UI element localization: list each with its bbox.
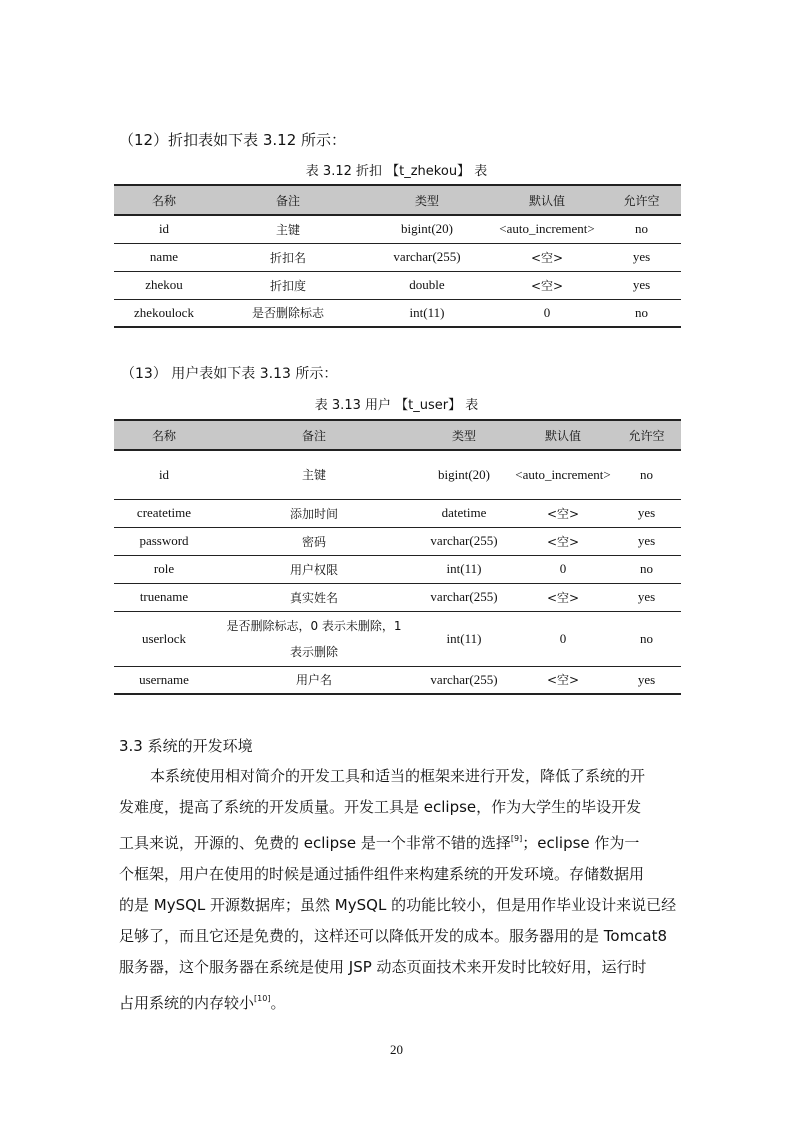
- paragraph-text: ；eclipse 作为一: [522, 834, 640, 852]
- table-3-12-caption: 表 3.12 折扣 【t_zhekou】 表: [305, 164, 488, 179]
- section-3-3-heading: 3.3 系统的开发环境: [119, 737, 253, 755]
- cell-remark: 是否删除标志: [214, 299, 362, 327]
- cell-remark: 折扣度: [214, 271, 362, 299]
- cell-name: username: [114, 666, 214, 694]
- table-row: [114, 611, 681, 666]
- cell-default: <空>: [514, 527, 612, 555]
- header-remark: 备注: [214, 420, 414, 450]
- paragraph-line: 服务器，这个服务器在系统是使用 JSP 动态页面技术来开发时比较好用，运行时: [119, 958, 647, 976]
- header-name: 名称: [114, 185, 214, 215]
- cell-remark: 用户权限: [214, 555, 414, 583]
- table-row: [114, 555, 681, 583]
- cell-name: truename: [114, 583, 214, 611]
- cell-name: id: [114, 215, 214, 243]
- cell-remark: 真实姓名: [214, 583, 414, 611]
- cell-type: bigint(20): [362, 215, 492, 243]
- cell-nullable: yes: [612, 527, 681, 555]
- cell-default: 0: [514, 555, 612, 583]
- cell-type: bigint(20): [414, 450, 514, 499]
- cell-default: <空>: [514, 666, 612, 694]
- page-number: 20: [390, 1042, 403, 1057]
- cell-remark: 添加时间: [214, 499, 414, 527]
- cell-default: <auto_increment>: [492, 215, 602, 243]
- cell-remark: 密码: [214, 527, 414, 555]
- cell-name: zhekoulock: [114, 299, 214, 327]
- citation-ref-9: [9]: [510, 834, 523, 843]
- cell-type: int(11): [414, 555, 514, 583]
- cell-name: role: [114, 555, 214, 583]
- cell-nullable: yes: [602, 271, 681, 299]
- paragraph-line: 的是 MySQL 开源数据库；虽然 MySQL 的功能比较小，但是用作毕业设计来说已经: [119, 896, 677, 914]
- paragraph-text: 。: [270, 994, 286, 1012]
- cell-default: 0: [514, 611, 612, 666]
- header-type: 类型: [414, 420, 514, 450]
- cell-nullable: no: [612, 555, 681, 583]
- cell-nullable: yes: [612, 583, 681, 611]
- cell-default: <空>: [514, 499, 612, 527]
- cell-type: double: [362, 271, 492, 299]
- cell-remark: 用户名: [214, 666, 414, 694]
- header-default: 默认值: [492, 185, 602, 215]
- cell-nullable: yes: [602, 243, 681, 271]
- paragraph-line: [119, 823, 675, 859]
- cell-type: varchar(255): [362, 243, 492, 271]
- body-paragraph: [119, 761, 675, 1019]
- cell-default: <空>: [492, 271, 602, 299]
- cell-remark: 是否删除标志，0 表示未删除，1 表示删除: [214, 611, 414, 666]
- paragraph-text: 占用系统的内存较小: [119, 994, 255, 1012]
- cell-default: 0: [492, 299, 602, 327]
- table-header-row: [114, 185, 681, 215]
- cell-default: <空>: [514, 583, 612, 611]
- table-3-13-caption: 表 3.13 用户 【t_user】 表: [314, 398, 479, 413]
- header-remark: 备注: [214, 185, 362, 215]
- cell-remark: 折扣名: [214, 243, 362, 271]
- cell-nullable: no: [602, 215, 681, 243]
- cell-name: createtime: [114, 499, 214, 527]
- citation-ref-10: [10]: [254, 994, 271, 1003]
- header-type: 类型: [362, 185, 492, 215]
- cell-type: int(11): [414, 611, 514, 666]
- table-header-row: [114, 420, 681, 450]
- section-12-heading: （12）折扣表如下表 3.12 所示：: [119, 131, 347, 149]
- table-row: [114, 666, 681, 694]
- table-row: [114, 243, 681, 271]
- table-3-13: [114, 419, 681, 695]
- cell-name: userlock: [114, 611, 214, 666]
- paragraph-line: [119, 983, 675, 1019]
- cell-type: varchar(255): [414, 527, 514, 555]
- header-name: 名称: [114, 420, 214, 450]
- cell-name: name: [114, 243, 214, 271]
- cell-default: <auto_increment>: [514, 450, 612, 499]
- cell-name: zhekou: [114, 271, 214, 299]
- header-nullable: 允许空: [602, 185, 681, 215]
- table-row: [114, 271, 681, 299]
- cell-type: int(11): [362, 299, 492, 327]
- cell-nullable: yes: [612, 499, 681, 527]
- table-row: [114, 583, 681, 611]
- cell-nullable: no: [612, 450, 681, 499]
- cell-nullable: no: [612, 611, 681, 666]
- paragraph-line: 发难度，提高了系统的开发质量。开发工具是 eclipse，作为大学生的毕设开发: [119, 798, 642, 816]
- cell-nullable: no: [602, 299, 681, 327]
- table-row: [114, 499, 681, 527]
- cell-name: id: [114, 450, 214, 499]
- cell-remark: 主键: [214, 215, 362, 243]
- paragraph-line: 本系统使用相对简介的开发工具和适当的框架来进行开发，降低了系统的开: [150, 767, 646, 785]
- cell-default: <空>: [492, 243, 602, 271]
- cell-type: varchar(255): [414, 666, 514, 694]
- table-row: [114, 299, 681, 327]
- paragraph-line: 足够了，而且它还是免费的，这样还可以降低开发的成本。服务器用的是 Tomcat8: [119, 927, 668, 945]
- table-row: [114, 527, 681, 555]
- paragraph-line: 个框架，用户在使用的时候是通过插件组件来构建系统的开发环境。存储数据用: [119, 865, 645, 883]
- paragraph-text: 工具来说，开源的、免费的 eclipse 是一个非常不错的选择: [119, 834, 511, 852]
- cell-type: varchar(255): [414, 583, 514, 611]
- cell-nullable: yes: [612, 666, 681, 694]
- cell-type: datetime: [414, 499, 514, 527]
- cell-remark: 主键: [214, 450, 414, 499]
- table-row: [114, 215, 681, 243]
- table-row: [114, 450, 681, 499]
- table-3-12: [114, 184, 681, 328]
- header-nullable: 允许空: [612, 420, 681, 450]
- section-13-heading: （13） 用户表如下表 3.13 所示：: [121, 366, 338, 382]
- header-default: 默认值: [514, 420, 612, 450]
- cell-name: password: [114, 527, 214, 555]
